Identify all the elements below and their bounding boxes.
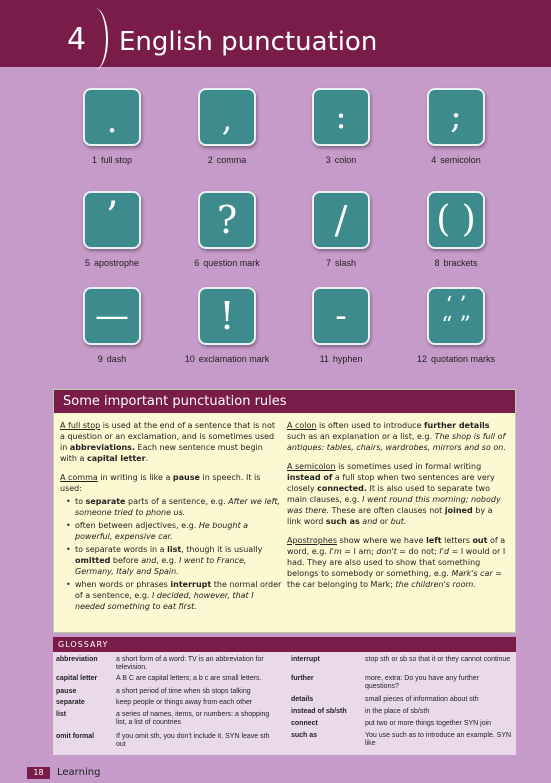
colon-icon: : [312,88,370,146]
semicolon-icon: ; [427,88,485,146]
mark-card [281,88,401,165]
rules-panel [53,389,516,633]
glossary-term: list [56,711,67,718]
mark-card [167,191,287,268]
mark-card [396,88,516,165]
glossary-definition: in the place of sb/sth [365,708,430,715]
glossary-definition: a series of names, items, or numbers: a shopping list, a list of countries [116,711,270,726]
mark-card [52,287,172,364]
question-mark-icon: ? [198,191,256,249]
rules-title: Some important punctuation rules [63,394,287,409]
glossary-term: abbreviation [56,656,98,663]
exclamation-mark-icon: ! [198,287,256,345]
glossary-term: omit formal [56,733,95,740]
glossary-definition: small pieces of information about sth [365,696,479,703]
list-item: • when words or phrases interrupt the normal order of a sentence, e.g. I decided, however, that I needed something to eat first. [66,579,282,612]
apostrophe-icon: ’ [83,191,141,249]
glossary-definition: You use such as to introduce an example. SYN like [365,732,512,747]
full-stop-icon: . [83,88,141,146]
chapter-divider [82,8,108,70]
page-number: 18 [27,767,50,779]
slash-icon: / [312,191,370,249]
glossary-definition: put two or more things together SYN join [365,720,492,727]
chapter-header [0,0,551,67]
dash-icon: — [83,287,141,345]
mark-caption: 6 question mark [194,258,260,268]
glossary-title: GLOSSARY [58,640,109,649]
glossary-term: capital letter [56,675,98,682]
mark-caption: 12 quotation marks [416,354,496,364]
brackets-icon: ( ) [427,191,485,249]
mark-card [52,191,172,268]
mark-card [167,287,287,364]
mark-caption: 10 exclamation mark [184,354,270,364]
mark-caption: 2 comma [207,155,247,165]
mark-caption: 1 full stop [91,155,133,165]
colon-rule: A colon is often used to introduce further details such as an explanation or a list, e.g. The shop is full of antiques: tables, chairs, wardrobes, mirrors and so on. [287,421,506,452]
list-item: • to separate words in a list, though it is usually omitted before and, e.g. I went to France, Germany, Italy and Spain. [66,544,282,577]
glossary-panel [53,637,516,755]
glossary-definition: keep people or things away from each other [116,699,253,706]
rules-title-bar [54,390,515,413]
mark-caption: 11 hyphen [319,354,363,364]
chapter-title: English punctuation [119,27,378,57]
mark-caption: 7 slash [325,258,357,268]
hyphen-icon: - [312,287,370,345]
mark-card [281,287,401,364]
chapter-number: 4 [67,22,87,57]
glossary-definition: a short period of time when sb stops talking [116,688,251,695]
glossary-term: details [291,696,314,703]
glossary-definition: stop sth or sb so that it or they cannot continue [365,656,511,663]
glossary-title-bar [53,637,516,652]
mark-caption: 3 colon [325,155,357,165]
rules-left-column [60,420,282,614]
glossary-definition: If you omit sth, you don't include it. SYN leave sth out [116,733,270,748]
quotation-marks-icon: ‘ ’ “ ” [427,287,485,345]
glossary-definition: A B C are capital letters; a b c are small letters. [116,675,262,682]
list-item: • often between adjectives, e.g. He bought a powerful, expensive car. [66,520,282,542]
glossary-term: further [291,675,314,682]
mark-caption: 4 semicolon [431,155,481,165]
mark-caption: 5 apostrophe [84,258,140,268]
comma-rule: A comma in writing is like a pause in speech. It is used: [60,473,261,493]
glossary-term: instead of sb/sth [291,708,347,715]
mark-card [281,191,401,268]
mark-card [396,287,516,364]
comma-icon: , [198,88,256,146]
mark-card [396,191,516,268]
mark-caption: 9 dash [97,354,127,364]
glossary-term: connect [291,720,318,727]
glossary-definition: a short form of a word: TV is an abbreviation for television. [116,656,264,671]
glossary-term: such as [291,732,318,739]
mark-caption: 8 brackets [434,258,478,268]
section-label: Learning [57,767,101,778]
mark-card [52,88,172,165]
rules-right-column [287,420,509,598]
glossary-term: separate [56,699,85,706]
glossary-definition: more, extra: Do you have any further questions? [365,675,479,690]
full-stop-rule: A full stop is used at the end of a sentence that is not a question or an exclamation, and is sometimes used in abbreviations. Each new sentence must begin with a capital letter. [60,421,275,463]
semicolon-rule: A semicolon is sometimes used in formal writing instead of a full stop when two sentences are very closely connected. It is also used to separate two main clauses, e.g. I went round this morning; nobody was there. These are often clauses not joined by a link word such as and or but. [287,462,501,526]
glossary-term: pause [56,688,77,695]
apostrophe-rule: Apostrophes show where we have left letters out of a word, e.g. I'm = I am; don't = do not; I'd = I would or I had. They are also used to show that something belongs to somebody or something, e.g. Mark's car = the car belonging to Mark; the children's room. [287,536,506,589]
glossary-term: interrupt [291,656,320,663]
list-item: • to separate parts of a sentence, e.g. After we left, someone tried to phone us. [66,496,282,518]
mark-card [167,88,287,165]
comma-uses-list [66,496,282,612]
